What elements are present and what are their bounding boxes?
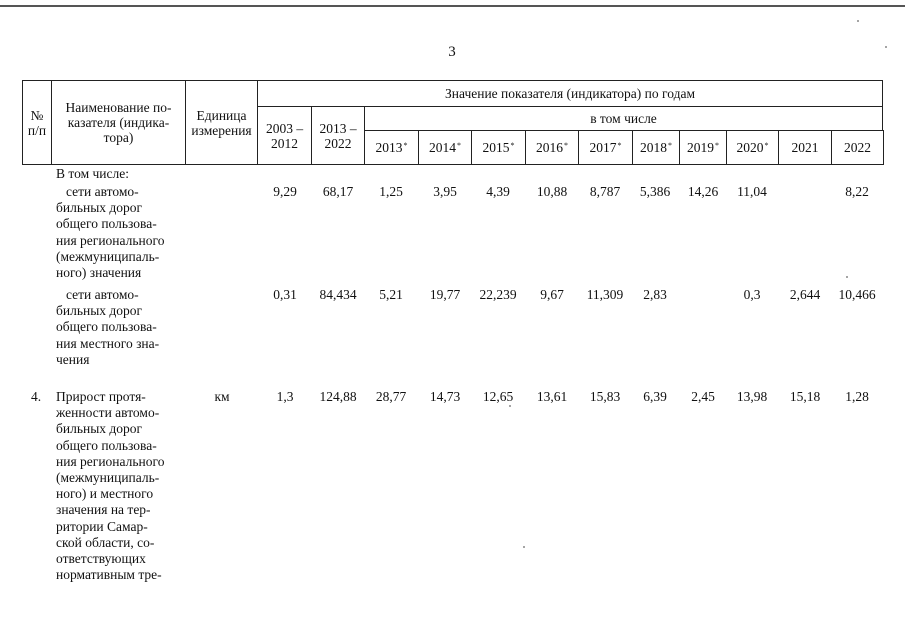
- year-footnote-mark: *: [715, 141, 719, 150]
- value-cell: 2,644: [789, 287, 821, 302]
- header-including-label: в том числе: [590, 111, 657, 126]
- value-cell: 10,466: [838, 287, 876, 302]
- row-label-line: чения: [56, 351, 90, 367]
- value-cell: 15,83: [589, 389, 621, 404]
- year-footnote-mark: *: [564, 141, 568, 150]
- value-cell: 84,434: [319, 287, 357, 302]
- header-year-2016: [525, 130, 579, 165]
- header-year-label: 2013: [375, 140, 403, 155]
- value-cell: 22,239: [479, 287, 517, 302]
- header-year-2021: [778, 130, 832, 165]
- row-label-line: ного) и местного: [56, 486, 154, 502]
- row-label-line: ния регионального: [56, 453, 165, 469]
- value-cell: 1,3: [276, 389, 294, 404]
- row-label-line: ритории Самар-: [56, 518, 148, 534]
- row-number: 4.: [30, 389, 42, 404]
- year-footnote-mark: *: [764, 141, 769, 150]
- header-including: [364, 106, 883, 131]
- value-cell: 28,77: [375, 389, 407, 404]
- period-line: 2003 –: [265, 120, 304, 136]
- row-label-line: значения на тер-: [56, 502, 151, 518]
- value-cell: 5,21: [379, 287, 403, 302]
- header-name-cell: [51, 80, 186, 165]
- value-cell: 68,17: [322, 184, 354, 199]
- period-line: 2013 –: [319, 120, 357, 136]
- value-cell: 1,25: [379, 184, 403, 199]
- top-rule: [0, 5, 905, 7]
- header-name-line: тора): [103, 130, 134, 145]
- row-label-line: нормативным тре-: [56, 567, 162, 583]
- header-year-2018: [632, 130, 680, 165]
- header-year-2022: [831, 130, 884, 165]
- value-cell: 6,39: [643, 389, 667, 404]
- value-cell: 3,95: [433, 184, 457, 199]
- header-year-label: 2018: [640, 140, 667, 155]
- year-footnote-mark: *: [510, 141, 515, 150]
- period-line: 2022: [324, 135, 352, 151]
- scan-speck: [523, 546, 525, 548]
- row-label-line: ного) значения: [56, 265, 142, 281]
- row-label-line: бильных дорог: [56, 303, 143, 319]
- header-year-2014: [418, 130, 472, 165]
- header-year-2017: [578, 130, 633, 165]
- row-label-line: бильных дорог: [56, 200, 143, 216]
- year-footnote-mark: *: [617, 141, 622, 150]
- header-year-2020: [726, 130, 779, 165]
- value-cell: 0,31: [273, 287, 297, 302]
- header-year-label: 2019: [687, 140, 714, 155]
- page-number: 3: [448, 44, 456, 60]
- row-label-line: ской области, со-: [56, 534, 155, 550]
- header-number-label-line2: п/п: [27, 122, 47, 138]
- value-cell: 10,88: [536, 184, 568, 199]
- header-number-cell: [22, 80, 52, 165]
- value-cell: 13,61: [536, 389, 568, 404]
- scan-speck: [509, 405, 511, 407]
- header-year-label: 2014: [429, 140, 456, 155]
- header-year-2013: [364, 130, 419, 165]
- value-cell: 4,39: [486, 184, 510, 199]
- scan-speck: [885, 46, 887, 48]
- value-cell: 0,3: [743, 287, 761, 302]
- header-year-2019: [679, 130, 727, 165]
- value-cell: 2,45: [691, 389, 715, 404]
- value-cell: 11,309: [586, 287, 624, 302]
- header-unit-line: Единица: [196, 107, 247, 123]
- header-unit-line: измерения: [191, 122, 252, 138]
- value-cell: 124,88: [319, 389, 357, 404]
- row-label-line: ответствующих: [56, 551, 146, 567]
- header-year-label: 2016: [536, 140, 563, 155]
- header-value-group: [257, 80, 883, 107]
- row-label-line: Прирост протя-: [56, 389, 146, 404]
- header-name-line: Наименование по-: [65, 100, 172, 115]
- year-footnote-mark: *: [403, 141, 408, 150]
- row-label-line: ния местного зна-: [56, 335, 160, 351]
- row-label-line: (межмуниципаль-: [56, 470, 160, 486]
- value-cell: 19,77: [429, 287, 461, 302]
- row-label: [56, 184, 186, 281]
- value-cell: 9,29: [273, 184, 297, 199]
- scan-speck: [846, 276, 848, 278]
- header-year-label: 2020: [736, 140, 764, 155]
- value-cell: 1,28: [845, 389, 869, 404]
- value-cell: 8,787: [589, 184, 621, 199]
- value-cell: 14,26: [687, 184, 719, 199]
- header-number-label-line1: №: [30, 107, 44, 123]
- header-value-group-label: Значение показателя (индикатора) по годам: [445, 86, 695, 101]
- row-label-line: бильных дорог: [56, 421, 143, 437]
- year-footnote-mark: *: [457, 141, 461, 150]
- header-year-2015: [471, 130, 526, 165]
- header-unit-cell: [185, 80, 258, 165]
- value-cell: 13,98: [736, 389, 768, 404]
- scan-speck: [857, 20, 859, 22]
- value-cell: 14,73: [429, 389, 461, 404]
- header-year-label: 2022: [844, 140, 871, 155]
- value-cell: 5,386: [639, 184, 671, 199]
- row-label-line: общего пользова-: [56, 216, 157, 232]
- value-cell: 11,04: [737, 184, 767, 199]
- value-cell: 12,65: [482, 389, 514, 404]
- row-label-line: ния регионального: [56, 232, 165, 248]
- row-unit: км: [214, 389, 230, 404]
- row-label-line: сети автомо-: [66, 287, 139, 302]
- row-label: [56, 389, 186, 583]
- row-label: [56, 166, 186, 182]
- header-year-label: 2021: [791, 140, 819, 155]
- period-line: 2012: [271, 135, 298, 151]
- value-cell: 2,83: [643, 287, 667, 302]
- header-year-label: 2015: [482, 140, 510, 155]
- value-cell: 15,18: [789, 389, 821, 404]
- header-name-line: казателя (индика-: [67, 115, 170, 130]
- row-label-line: общего пользова-: [56, 319, 157, 335]
- value-cell: 8,22: [845, 184, 869, 199]
- row-label-line: сети автомо-: [66, 184, 139, 199]
- row-label-line: женности автомо-: [56, 405, 160, 421]
- row-label-line: общего пользова-: [56, 437, 157, 453]
- value-cell: 9,67: [540, 287, 564, 302]
- header-period-2003-2012: [257, 106, 312, 165]
- row-label: [56, 287, 186, 368]
- row-label-line: (межмуниципаль-: [56, 248, 160, 264]
- header-period-2013-2022: [311, 106, 365, 165]
- year-footnote-mark: *: [668, 141, 672, 150]
- header-year-label: 2017: [589, 140, 617, 155]
- row-label-line: В том числе:: [56, 166, 129, 181]
